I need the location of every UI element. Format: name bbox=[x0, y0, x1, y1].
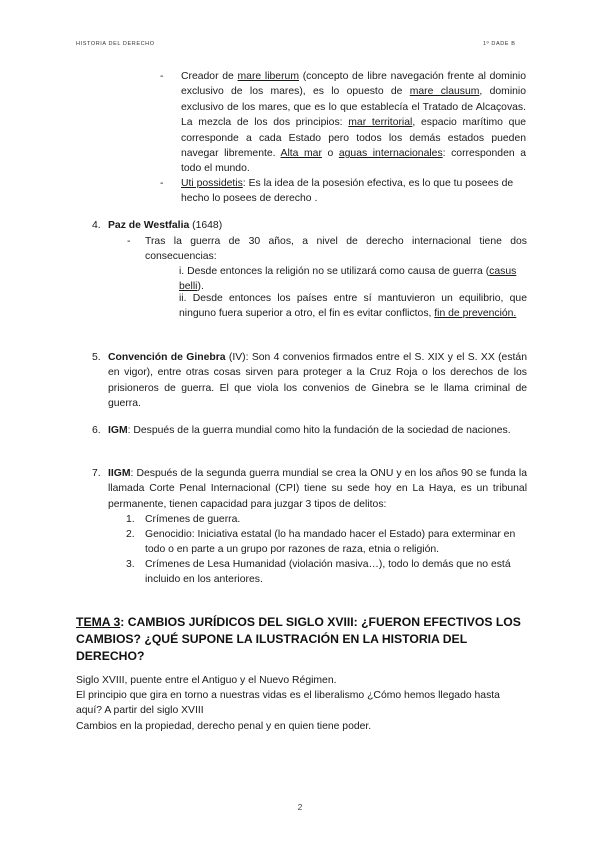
list-item-uti-possidetis: Uti possidetis: Es la idea de la posesión efectiva, es lo que tu posees de hecho lo posees de derecho . bbox=[181, 178, 514, 205]
item-number: 7. bbox=[92, 468, 101, 479]
bullet-dash: - bbox=[127, 236, 131, 247]
section-iigm: IIGM: Después de la segunda guerra mundial se crea la ONU y en los años 90 se funda la llamada Corte Penal Internacional (CPI) tiene su sede hoy en La Haya, es un tribunal permanente, tienen capacidad para juzgar 3 tipos de delitos: bbox=[108, 468, 527, 510]
delito-item: Crímenes de Lesa Humanidad (violación masiva…), todo lo demás que no está incluido en los anteriores. bbox=[145, 559, 511, 586]
list-item-mare-liberum: Creador de mare liberum (concepto de libre navegación frente al dominio exclusivo de los mares), es lo opuesto de mare clausum, dominio exclusivo de los mares, que es lo que establecía el Tratado de Alcaçovas. La mezcla de los dos principios: mar territorial, espacio marítimo que corresponde a cada Estado pero todos los demás estados pueden navegar libremente. Alta mar o aguas internacionales: corresponden a todo el mundo. bbox=[181, 71, 527, 175]
item-number: 6. bbox=[92, 425, 101, 436]
bullet-dash: - bbox=[160, 71, 164, 82]
document-header-right: 1º DADE B bbox=[483, 41, 516, 47]
westfalia-consequence-2: ii. Desde entonces los países entre sí mantuvieron un equilibrio, que ninguno fuera superior a otro, el fin es evitar conflictos, fin de prevención. bbox=[179, 293, 527, 320]
item-number: 5. bbox=[92, 352, 101, 363]
westfalia-consequence-1: i. Desde entonces la religión no se utilizará como causa de guerra (casus belli). bbox=[179, 266, 517, 293]
paragraph: Cambios en la propiedad, derecho penal y en quien tiene poder. bbox=[76, 721, 372, 732]
item-number: 4. bbox=[92, 220, 101, 231]
page-number: 2 bbox=[297, 802, 303, 812]
section-westfalia-title: Paz de Westfalia (1648) bbox=[108, 220, 223, 231]
delito-item: Crímenes de guerra. bbox=[145, 514, 241, 525]
delito-number: 2. bbox=[126, 529, 135, 540]
section-igm: IGM: Después de la guerra mundial como hito la fundación de la sociedad de naciones. bbox=[108, 425, 511, 436]
section-ginebra: Convención de Ginebra (IV): Son 4 convenios firmados entre el S. XIX y el S. XX (están en vigor), entre otras cosas sirven para proteger a la Cruz Roja o los derechos de los prisioneros de guerra. El que viola los convenios de Ginebra se le llama criminal de guerra. bbox=[108, 352, 527, 410]
paragraph: Siglo XVIII, puente entre el Antiguo y el Nuevo Régimen. bbox=[76, 675, 337, 686]
westfalia-intro: Tras la guerra de 30 años, a nivel de derecho internacional tiene dos consecuencias: bbox=[145, 236, 527, 263]
delito-number: 1. bbox=[126, 514, 135, 525]
paragraph: El principio que gira en torno a nuestras vidas es el liberalismo ¿Cómo hemos llegado hasta aquí? A partir del siglo XVIII bbox=[76, 690, 500, 717]
document-header-left: HISTORIA DEL DERECHO bbox=[76, 41, 155, 47]
bullet-dash: - bbox=[160, 178, 164, 189]
delito-number: 3. bbox=[126, 559, 135, 570]
delito-item: Genocidio: Iniciativa estatal (lo ha mandado hacer el Estado) para exterminar en todo o en parte a un grupo por razones de raza, etnia o religión. bbox=[145, 529, 516, 556]
section-heading-tema-3: TEMA 3: CAMBIOS JURÍDICOS DEL SIGLO XVIII: ¿FUERON EFECTIVOS LOS CAMBIOS? ¿QUÉ SUPONE LA ILUSTRACIÓN EN LA HISTORIA DEL DERECHO? bbox=[76, 615, 521, 663]
